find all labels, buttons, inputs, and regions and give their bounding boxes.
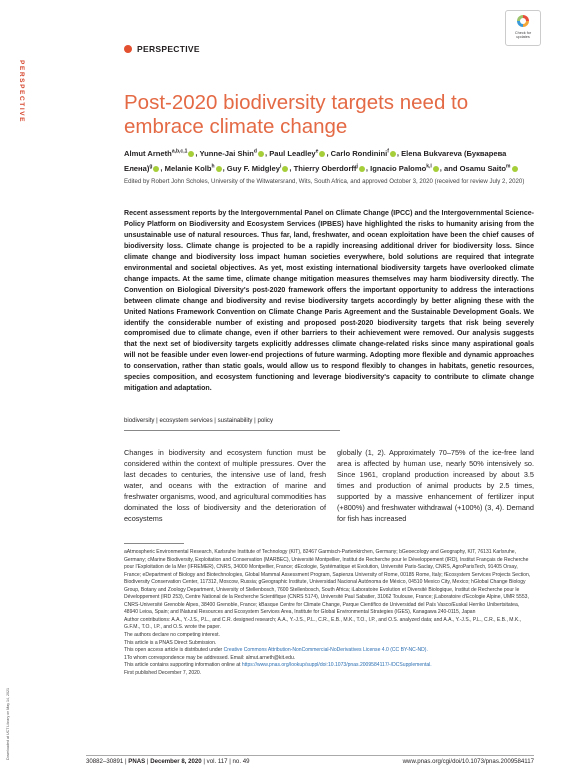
author-affiliation-mark: e (315, 148, 319, 154)
orcid-icon[interactable] (433, 166, 439, 172)
author-name: Ignacio Palomo (370, 163, 427, 173)
orcid-icon[interactable] (258, 151, 264, 157)
author-affiliation-mark: i (279, 163, 282, 170)
footer-date: December 8, 2020 (150, 758, 202, 765)
author-name: Melanie Kolb (164, 163, 212, 173)
supporting-prefix: This article contains supporting information online at (124, 662, 242, 669)
supporting-info (124, 662, 534, 670)
badge-line2: updates (516, 35, 530, 40)
orcid-icon[interactable] (319, 151, 325, 157)
keywords-divider (124, 430, 340, 431)
footer-divider (86, 755, 534, 756)
published-date: First published December 7, 2020. (124, 669, 202, 676)
author (199, 149, 265, 158)
author (269, 149, 326, 158)
direct-submission: This article is a PNAS Direct Submission. (124, 639, 217, 646)
affiliations: aAtmospheric Environmental Research, Karlsruhe Institute of Technology (KIT), 82467 Garmisch-Partenkirchen, Germany; bGeoecology and Geography, KIT, 76131 Karlsruhe, Germany; cMarine Biodiversity, Exploitation and Conservation (MARBEC), Université Montpellier, Institut de Recherche pour le Développement (IRD), Institut Français de Recherche pour l'Exploitation de la Mer (IFREMER), CNRS, 34000 Montpellier, France; dEcologie, Systématique et Evolution, Université Paris-Saclay, CNRS, AgroParisTech, 91405 Orsay, France; eDepartment of Biology and Biotechnologies, Global Mammal Assessment Program, Sapienza University of Rome, 00185 Rome, Italy; fEcosystem Services Projects Section, Biodiversity Conservation Center, 117312, Moscow, Russia; gGeographic Institute, Universidad Nacional Autónoma de México, 04510 Mexico City, Mexico; hGlobal Change Biology Group, Botany and Zoology Department, University of Stellenbosch, 7600 Stellenbosch, South Africa; iLaboratoire Evolution et Diversité Biologique, Institut de Recherche pour le Développement (IRD 253), Centre National de la Recherche Scientifique (CNRS 5174), Université Paul Sabatier, 31062 Toulouse, France; jLaboratoire d'Ecologie Alpine, UMR 5553, CNRS-Université Grenoble Alpes, 38400 Grenoble, France; kBasque Centre for Climate Change, Parque Científico de Universidad del País Vasco/Euskal Herriko Unibertsitatea, 48940 Leioa, Spain; and lNatural Resources and Ecosystem Services Area, Institute for Global Environmental Strategies (IGES), Kanagawa 240-0115, Japan (124, 549, 531, 616)
orcid-icon[interactable] (282, 166, 288, 172)
footnote-divider (124, 543, 184, 544)
author-affiliation-mark: k,l (426, 163, 432, 170)
author (331, 149, 397, 158)
author-name: Paul Leadley (269, 148, 316, 158)
author-affiliation-mark: a,b,c,1 (171, 148, 188, 154)
author (294, 164, 366, 173)
footer-doi[interactable]: www.pnas.org/cgi/doi/10.1073/pnas.2009584117 (402, 758, 534, 765)
license-link[interactable]: Creative Commons Attribution-NonCommercial-NoDerivatives License 4.0 (CC BY-NC-ND). (223, 647, 428, 654)
author-affiliation-mark: j (356, 163, 358, 170)
author (165, 164, 223, 173)
author-affiliation-mark: d (253, 148, 257, 154)
open-access-prefix: This open access article is distributed under (124, 647, 224, 654)
author-affiliation-mark: m (506, 163, 511, 170)
update-icon (517, 15, 529, 27)
author-list: Almut Arneth$^{a,b,c,1}$ , Yunne-Jai Shin$^d$ , Paul Leadley$^e$ , Carlo Rondinini$^f$ , Elena Bukvareva (Букварева Елена)$^g$ , Melanie Kolb$^h$ , Guy F. Midgley$^i$ , Thierry Oberdorff$^j$ , Ignacio Palomo$^{k,l}$ , and Osamu Saito$^m$ (124, 145, 534, 175)
badge-text (506, 31, 540, 40)
author-name: and Osamu Saito (444, 163, 507, 173)
section-dot-icon (124, 45, 132, 53)
author-name: Thierry Oberdorff (293, 163, 357, 173)
author-contributions: Author contributions: A.A., Y.-J.S., P.L., and C.R. designed research; A.A., Y.-J.S., P.L., C.R., E.B., M.K., T.O., I.P., and O.S. analyzed data; and A.A., Y.-J.S., P.L., C.R., E.B., M.K., G.F.M., T.O., I.P., and O.S. wrote the paper. (124, 616, 522, 631)
footer-pages: 30882–30891 (86, 758, 124, 765)
footnotes (124, 549, 534, 677)
keywords: biodiversity | ecosystem services | sustainability | policy (124, 417, 274, 424)
author-name: Yunne-Jai Shin (199, 148, 254, 158)
author-name: Guy F. Midgley (226, 163, 280, 173)
section-label (124, 44, 200, 54)
author (370, 164, 440, 173)
footer-journal: PNAS (128, 758, 146, 765)
body-column-left: Changes in biodiversity and ecosystem function must be considered within the context of multiple pressures. Over the last decades to centuries, the intensive use of land, fresh water, and oceans with the extraction of marine and freshwater organisms, wood, and agricultural commodities has dominated the loss of biodiversity and the deterioration of ecosystems (124, 448, 326, 523)
competing-interest: The authors declare no competing interest. (124, 632, 220, 639)
badge-line1: Check for (514, 31, 532, 35)
side-section-label: PERSPECTIVE (18, 60, 25, 124)
author-affiliation-mark: h (211, 163, 215, 170)
author (124, 149, 195, 158)
author (444, 164, 518, 173)
author-name: Almut Arneth (124, 148, 172, 158)
orcid-icon[interactable] (359, 166, 365, 172)
download-note: Downloaded at UCT Library on May 14, 2021 (6, 687, 10, 760)
body-column-right: globally (1, 2). Approximately 70–75% of the ice-free land area is affected by human use, nearly 50% intensively so. Since 1961, cropland production increased by about 3.5 times and production of animal products by 2.5 times, supported by a massive enhancement of fertilizer input (+800%) and freshwater withdrawal (+100%) (3, 4). Demand for fish has increased (337, 448, 534, 523)
edited-by-note: Edited by Robert John Scholes, University of the Witwatersrand, Wits, South Africa, and approved October 3, 2020 (received for review July 2, 2020) (124, 178, 525, 185)
orcid-icon[interactable] (390, 151, 396, 157)
author (227, 164, 290, 173)
supporting-link[interactable]: https://www.pnas.org/lookup/suppl/doi:10.1073/pnas.2009584117/-/DCSupplemental. (241, 662, 432, 669)
correspondence: 1To whom correspondence may be addressed. Email: almut.arneth@kit.edu. (124, 654, 296, 661)
orcid-icon[interactable] (512, 166, 518, 172)
check-for-updates-badge[interactable] (505, 10, 541, 46)
footer-volume: vol. 117 (206, 758, 228, 765)
author-name: Carlo Rondinini (330, 148, 388, 158)
abstract: Recent assessment reports by the Intergovernmental Panel on Climate Change (IPCC) and the Intergovernmental Science-Policy Platform on Biodiversity and Ecosystem Services (IPBES) have highlighted the risks to humanity arising from the unsustainable use of natural resources. Thus far, land, freshwater, and ocean exploitation have been the chief causes of biodiversity loss. Climate change is projected to be a rapidly increasing additional driver for biodiversity loss. Since climate change and biodiversity loss impact human societies everywhere, bold solutions are required that integrate environmental and societal objectives. As yet, most existing international biodiversity targets have overlooked climate change impacts. At the same time, climate change mitigation measures themselves may harm biodiversity directly. The Convention on Biological Diversity's post-2020 framework offers the important opportunity to address the interactions between climate change and biodiversity and revise biodiversity targets accordingly by better aligning these with the United Nations Framework Convention on Climate Change Paris Agreement and the Sustainable Development Goals. We identify the considerable number of existing and proposed post-2020 biodiversity targets that risk being severely compromised due to climate change, even if other barriers to their achievement were removed. Our analysis suggests that the next set of biodiversity targets explicitly addresses climate change-related risks since many aspirational goals will not be feasible under even lower-end projections of future warming. Adopting more flexible and dynamic approaches to conservation, rather than static goals, would allow us to respond flexibly to changes in habitats, genetic resources, species composition, and ecosystem functioning and leverage biodiversity's capacity to contribute to climate change mitigation and adaptation. (124, 210, 534, 393)
orcid-icon[interactable] (216, 166, 222, 172)
author-affiliation-mark: f (387, 148, 389, 154)
orcid-icon[interactable] (188, 151, 194, 157)
footer-number: no. 49 (232, 758, 250, 765)
author-name: Elena Bukvareva (Букварева Елена) (124, 148, 507, 173)
open-access-note (124, 647, 534, 655)
author-affiliation-mark: g (149, 163, 153, 170)
article-title: Post-2020 biodiversity targets need to embrace climate change (124, 91, 469, 138)
orcid-icon[interactable] (153, 166, 159, 172)
section-label-text: PERSPECTIVE (137, 44, 200, 54)
footer-citation: 30882–30891 | PNAS | December 8, 2020 | vol. 117 | no. 49 (86, 758, 250, 765)
